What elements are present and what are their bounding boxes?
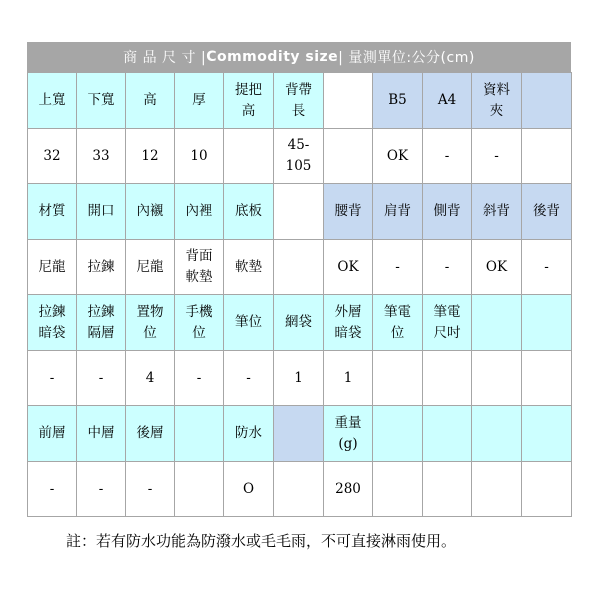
header-cell: 肩背 bbox=[373, 184, 423, 240]
header-cell: 筆電 位 bbox=[373, 295, 423, 351]
value-row bbox=[28, 240, 572, 295]
value-cell bbox=[175, 462, 224, 517]
header-cell bbox=[423, 406, 472, 462]
header-cell: 內襯 bbox=[126, 184, 175, 240]
value-cell bbox=[423, 351, 472, 406]
header-cell: 外層 暗袋 bbox=[324, 295, 373, 351]
value-cell: O bbox=[224, 462, 274, 517]
header-cell: 置物 位 bbox=[126, 295, 175, 351]
value-cell: - bbox=[373, 240, 423, 295]
header-cell bbox=[522, 406, 572, 462]
header-cell: 重量 (g) bbox=[324, 406, 373, 462]
header-row bbox=[28, 295, 572, 351]
value-cell: 1 bbox=[274, 351, 324, 406]
spec-table-container bbox=[27, 42, 571, 517]
value-cell bbox=[472, 351, 522, 406]
value-cell: - bbox=[28, 462, 77, 517]
value-cell: - bbox=[472, 129, 522, 184]
header-cell: 筆位 bbox=[224, 295, 274, 351]
title-prefix: 商 品 尺 寸 | bbox=[123, 50, 207, 66]
header-cell: 後背 bbox=[522, 184, 572, 240]
value-cell bbox=[522, 462, 572, 517]
value-cell bbox=[373, 351, 423, 406]
header-cell: 提把 高 bbox=[224, 73, 274, 129]
header-cell: 厚 bbox=[175, 73, 224, 129]
header-row bbox=[28, 184, 572, 240]
value-cell bbox=[522, 351, 572, 406]
value-cell bbox=[274, 240, 324, 295]
value-cell: 尼龍 bbox=[28, 240, 77, 295]
title-english: Commodity size bbox=[206, 49, 339, 65]
header-cell: 背帶 長 bbox=[274, 73, 324, 129]
header-cell: 高 bbox=[126, 73, 175, 129]
value-cell: 33 bbox=[77, 129, 126, 184]
value-cell: - bbox=[522, 240, 572, 295]
header-cell: 拉鍊 暗袋 bbox=[28, 295, 77, 351]
header-cell: 後層 bbox=[126, 406, 175, 462]
value-cell: 280 bbox=[324, 462, 373, 517]
value-cell: 軟墊 bbox=[224, 240, 274, 295]
value-cell: - bbox=[77, 462, 126, 517]
header-cell bbox=[472, 406, 522, 462]
value-row bbox=[28, 351, 572, 406]
spec-table bbox=[27, 72, 572, 517]
header-cell: 內裡 bbox=[175, 184, 224, 240]
value-row bbox=[28, 462, 572, 517]
title-suffix: | 量測單位:公分(cm) bbox=[338, 50, 475, 66]
header-cell: 材質 bbox=[28, 184, 77, 240]
value-cell: 拉鍊 bbox=[77, 240, 126, 295]
header-cell bbox=[472, 295, 522, 351]
header-cell: 底板 bbox=[224, 184, 274, 240]
header-cell: A4 bbox=[423, 73, 472, 129]
header-row bbox=[28, 406, 572, 462]
value-cell: 12 bbox=[126, 129, 175, 184]
header-cell: 手機 位 bbox=[175, 295, 224, 351]
header-cell bbox=[373, 406, 423, 462]
value-cell: 10 bbox=[175, 129, 224, 184]
header-cell: 側背 bbox=[423, 184, 472, 240]
value-cell: 4 bbox=[126, 351, 175, 406]
waterproof-note: 註：若有防水功能為防潑水或毛毛雨，不可直接淋雨使用。 bbox=[66, 532, 457, 550]
value-cell: - bbox=[224, 351, 274, 406]
value-cell: - bbox=[77, 351, 126, 406]
table-title-bar bbox=[27, 42, 571, 72]
value-cell bbox=[224, 129, 274, 184]
header-cell: B5 bbox=[373, 73, 423, 129]
header-cell: 防水 bbox=[224, 406, 274, 462]
value-cell: - bbox=[28, 351, 77, 406]
value-cell: OK bbox=[472, 240, 522, 295]
value-cell: - bbox=[423, 240, 472, 295]
value-cell: - bbox=[126, 462, 175, 517]
header-cell bbox=[324, 73, 373, 129]
value-cell: OK bbox=[373, 129, 423, 184]
value-cell bbox=[423, 462, 472, 517]
value-cell: 尼龍 bbox=[126, 240, 175, 295]
header-cell: 上寬 bbox=[28, 73, 77, 129]
header-cell: 網袋 bbox=[274, 295, 324, 351]
header-cell: 腰背 bbox=[324, 184, 373, 240]
header-cell bbox=[522, 295, 572, 351]
header-cell: 筆電 尺吋 bbox=[423, 295, 472, 351]
header-cell bbox=[274, 184, 324, 240]
header-cell: 中層 bbox=[77, 406, 126, 462]
header-cell: 前層 bbox=[28, 406, 77, 462]
value-cell: - bbox=[175, 351, 224, 406]
value-cell bbox=[522, 129, 572, 184]
spec-table-body bbox=[28, 73, 572, 517]
value-cell: OK bbox=[324, 240, 373, 295]
header-cell: 斜背 bbox=[472, 184, 522, 240]
header-cell: 下寬 bbox=[77, 73, 126, 129]
value-cell bbox=[472, 462, 522, 517]
value-row bbox=[28, 129, 572, 184]
value-cell: 45- 105 bbox=[274, 129, 324, 184]
header-cell bbox=[175, 406, 224, 462]
value-cell: - bbox=[423, 129, 472, 184]
header-row bbox=[28, 73, 572, 129]
header-cell: 拉鍊 隔層 bbox=[77, 295, 126, 351]
value-cell: 32 bbox=[28, 129, 77, 184]
header-cell: 資料 夾 bbox=[472, 73, 522, 129]
header-cell bbox=[274, 406, 324, 462]
header-cell: 開口 bbox=[77, 184, 126, 240]
value-cell: 背面 軟墊 bbox=[175, 240, 224, 295]
header-cell bbox=[522, 73, 572, 129]
value-cell bbox=[274, 462, 324, 517]
value-cell bbox=[373, 462, 423, 517]
value-cell: 1 bbox=[324, 351, 373, 406]
value-cell bbox=[324, 129, 373, 184]
